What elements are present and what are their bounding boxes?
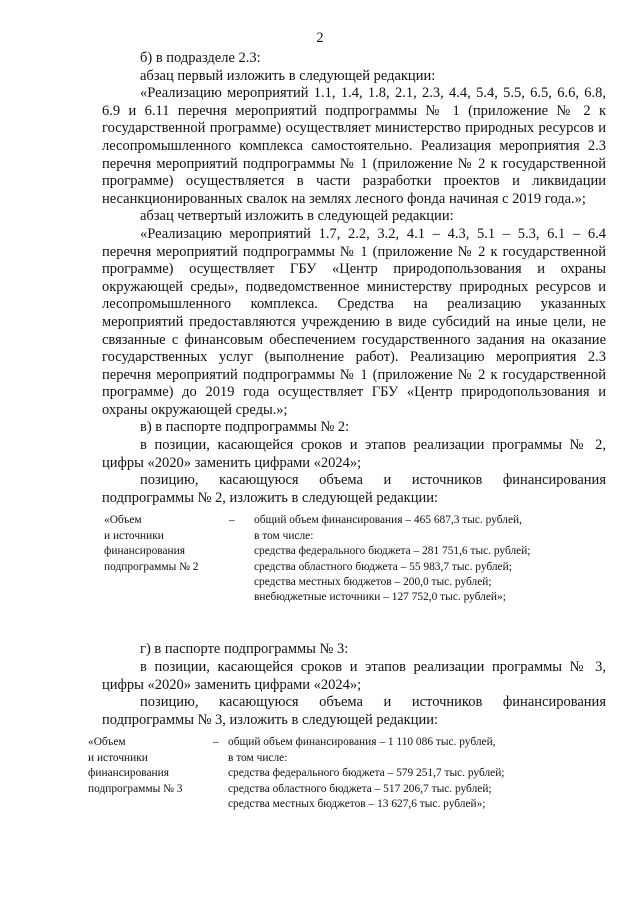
label-line: финансирования [104,545,185,558]
section-b-para1-text: «Реализацию мероприятий 1.1, 1.4, 1.8, 2.1, 2.3, 4.4, 5.4, 5.5, 6.5, 6.6, 6.8, 6.9 и 6.11 перечня мероприятий подпрограммы № 1 (приложение № 2 к государственной программе) осуществляет министерство природных ресурсов и лесопромышленного комплекса самостоятельно. Реализация мероприятия 2.3 перечня мероприятий подпрограммы № 1 (приложение № 2 к государственной программе) осуществляется в части разработки проектов и ликвидации несанкционированных свалок на землях лесного фонда начиная с 2019 года.»; [102,85,606,207]
label-line: финансирования [88,767,169,780]
section-b-para4-text: «Реализацию мероприятий 1.7, 2.2, 3.2, 4.1 – 4.3, 5.1 – 5.3, 6.1 – 6.4 перечня мероприятий подпрограммы № 1 (приложение № 2 к государственной программе) осуществляет ГБУ «Центр природопользования и охраны окружающей среды», подведомственное министерству природных ресурсов и лесопромышленного комплекса. Средства на реализацию указанных мероприятий предоставляются учреждению в виде субсидий на иные цели, не связанные с финансовым обеспечением государственного задания на оказание государственных услуг (выполнение работ). Реализацию мероприятия 2.3 перечня мероприятий подпрограммы № 1 (приложение № 2 к государственной программе) до 2019 года осуществляет ГБУ «Центр природопользования и охраны окружающей среды.»; [102,225,606,418]
funding-table-subprogram-2 [102,513,606,633]
section-v-funding-intro: позицию, касающуюся объема и источников финансирования подпрограммы № 2, изложить в следующей редакции: [102,472,606,506]
document-body [88,50,606,847]
section-b-para1-intro: абзац первый изложить в следующей редакции: [140,67,436,84]
value-line: средства местных бюджетов – 200,0 тыс. рублей; [254,576,492,589]
funding-table-label [104,513,234,575]
section-v-timing-text: в позиции, касающейся сроков и этапов реализации программы № 2, цифры «2020» заменить цифрами «2024»; [102,437,606,471]
section-v-heading: в) в паспорте подпрограммы № 2: [140,419,350,436]
label-line: подпрограммы № 2 [104,560,199,573]
section-g-heading: г) в паспорте подпрограммы № 3: [140,641,349,658]
section-g-funding-intro: позицию, касающуюся объема и источников финансирования подпрограммы № 3, изложить в следующей редакции: [102,694,606,728]
value-line: средства областного бюджета – 517 206,7 тыс. рублей; [228,782,492,795]
value-line: общий объем финансирования – 1 110 086 тыс. рублей, [228,736,496,749]
table-dash: – [213,736,219,749]
value-line: средства федерального бюджета – 579 251,7 тыс. рублей; [228,767,505,780]
funding-table-values [254,513,604,605]
label-line: подпрограммы № 3 [88,782,183,795]
section-b-heading: б) в подразделе 2.3: [140,50,261,66]
funding-table-values [228,735,598,812]
label-line: и источники [88,751,148,764]
table-dash: – [229,514,235,527]
value-line: средства областного бюджета – 55 983,7 тыс. рублей; [254,560,512,573]
section-g-timing-text: в позиции, касающейся сроков и этапов реализации программы № 3, цифры «2020» заменить цифрами «2024»; [102,659,606,693]
page-number: 2 [316,30,324,46]
value-line: в том числе: [254,529,314,542]
funding-table-label [88,735,218,797]
label-line: «Объем [88,736,126,749]
value-line: внебюджетные источники – 127 752,0 тыс. рублей»; [254,591,506,604]
value-line: средства федерального бюджета – 281 751,6 тыс. рублей; [254,545,531,558]
value-line: в том числе: [228,751,288,764]
funding-table-subprogram-3 [88,735,606,839]
label-line: и источники [104,529,164,542]
label-line: «Объем [104,514,142,527]
value-line: средства местных бюджетов – 13 627,6 тыс. рублей»; [228,798,486,811]
section-b-para4-intro: абзац четвертый изложить в следующей редакции: [140,208,454,225]
value-line: общий объем финансирования – 465 687,3 тыс. рублей, [254,514,522,527]
